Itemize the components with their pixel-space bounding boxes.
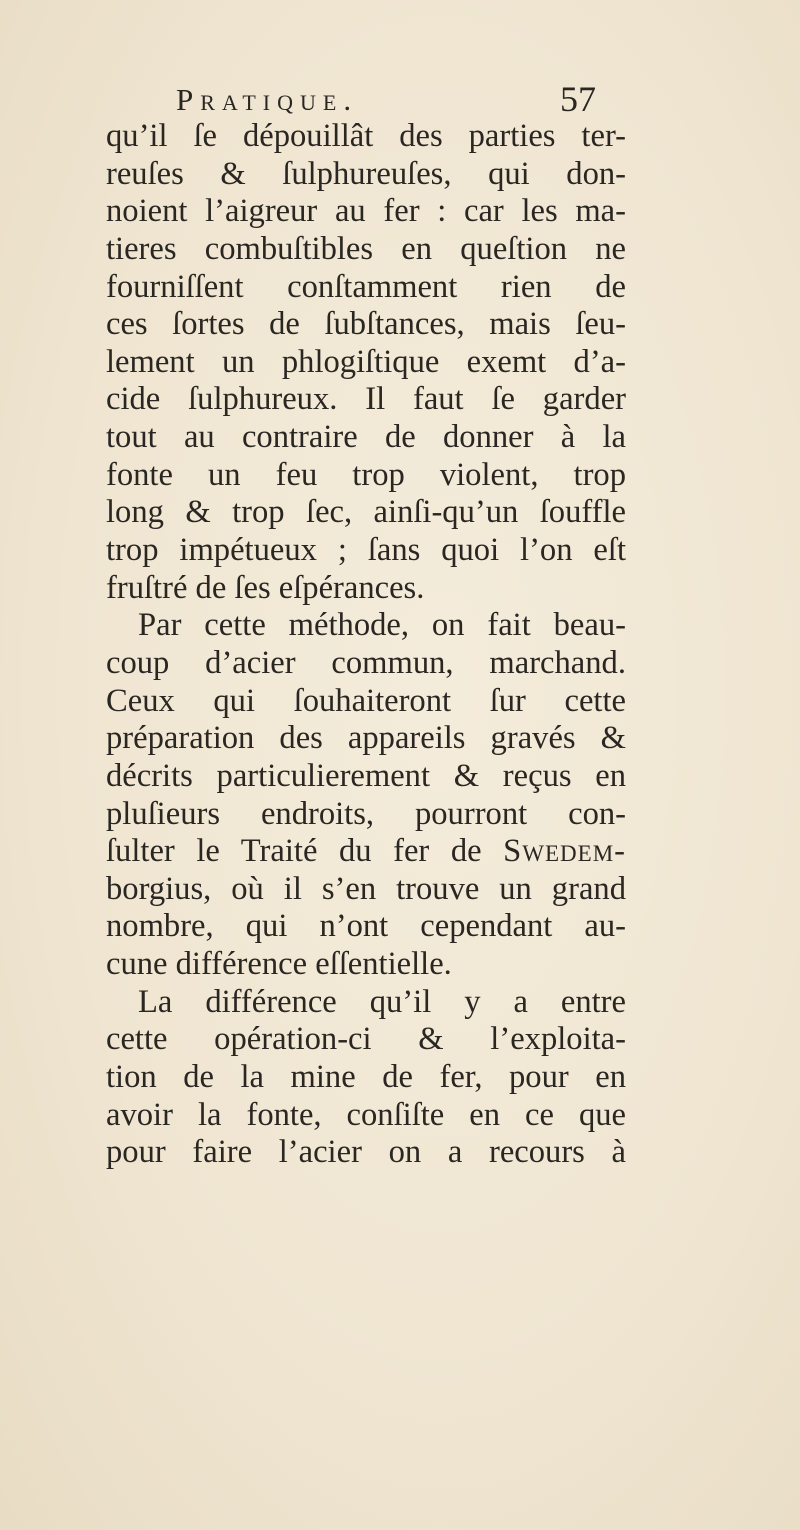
text-line: fourniſſent conſtamment rien de <box>106 268 626 305</box>
text-line: tieres combuſtibles en queſtion ne <box>106 230 626 267</box>
text-line: long & trop ſec, ainſi-qu’un ſouffle <box>106 494 626 531</box>
text-line: noient l’aigreur au fer : car les ma- <box>106 193 626 230</box>
author-name: Swedem- <box>503 833 626 870</box>
page-number: 57 <box>560 79 596 119</box>
text-line: pluſieurs endroits, pourront con- <box>106 795 626 832</box>
text-line: cune différence eſſentielle. <box>106 946 452 983</box>
text-line: nombre, qui n’ont cependant au- <box>106 908 626 945</box>
running-head: Pratique. <box>176 82 359 117</box>
text-line: avoir la fonte, conſiſte en ce que <box>106 1096 626 1133</box>
text-line: coup d’acier commun, marchand. <box>106 644 626 681</box>
text-line: tion de la mine de fer, pour en <box>106 1059 626 1096</box>
text-line: pour faire l’acier on a recours à <box>106 1134 626 1171</box>
text-line: tout au contraire de donner à la <box>106 419 626 456</box>
text-line-part: ſulter le Traité du fer de <box>106 833 504 870</box>
text-line: fruſtré de ſes eſpérances. <box>106 569 425 606</box>
text-line <box>106 833 626 871</box>
text-line: cide ſulphureux. Il faut ſe garder <box>106 381 626 418</box>
text-line: lement un phlogiſtique exemt d’a- <box>106 343 626 380</box>
text-line: ces ſortes de ſubſtances, mais ſeu- <box>106 306 626 343</box>
text-line: Ceux qui ſouhaiteront ſur cette <box>106 682 626 719</box>
text-line: décrits particulierement & reçus en <box>106 757 626 794</box>
text-line: borgius, où il s’en trouve un grand <box>106 870 626 907</box>
text-line: cette opération-ci & l’exploita- <box>106 1021 626 1058</box>
text-line: La différence qu’il y a entre <box>138 983 626 1020</box>
body-text <box>106 118 626 1172</box>
text-line: reuſes & ſulphureuſes, qui don- <box>106 155 626 192</box>
text-line: préparation des appareils gravés & <box>106 720 626 757</box>
text-line: Par cette méthode, on fait beau- <box>138 607 626 644</box>
text-line: trop impétueux ; ſans quoi l’on eſt <box>106 532 626 569</box>
text-line: fonte un feu trop violent, trop <box>106 456 626 493</box>
text-line: qu’il ſe dépouillât des parties ter- <box>106 118 626 154</box>
